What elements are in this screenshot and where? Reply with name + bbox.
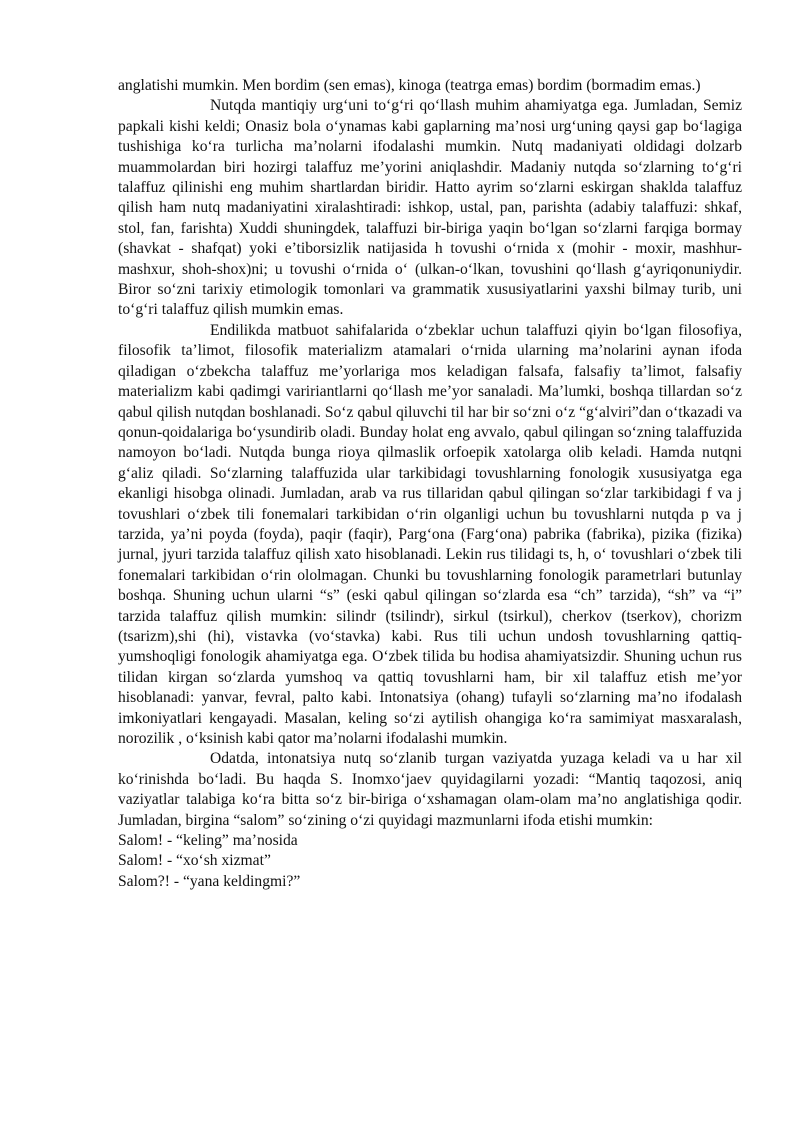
- paragraph-2: Nutqda mantiqiy urg‘uni to‘g‘ri qo‘llash muhim ahamiyatga ega. Jumladan, Semiz papkali kishi keldi; Onasiz bola o‘ynamas kabi gaplarning ma’nosi urg‘uning qaysi gap bo‘lagiga tushishiga ko‘ra turlicha ma’nolarni ifodalashi mumkin. Nutq madaniyati oldidagi dolzarb muammolardan biri hozirgi talaffuz me’yorini aniqlashdir. Madaniy nutqda so‘zlarning to‘g‘ri talaffuz qilinishi eng muhim shartlardan biridir. Hatto ayrim so‘zlarni eskirgan shaklda talaffuz qilish ham nutq madaniyatini xiralashtiradi: ishkop, ustal, pan, parishta (adabiy talaffuzi: shkaf, stol, fan, farishta) Xuddi shuningdek, talaffuzi bir-biriga yaqin bo‘lgan so‘zlarni farqiga bormay (shavkat - shafqat) yoki e’tiborsizlik natijasida h tovushi o‘rnida x (mohir - moxir, mashhur- mashxur, shoh-shox)ni; u tovushi o‘rnida o‘ (ulkan-o‘lkan, tovushini qo‘llash g‘ayriqonuniydir. Biror so‘zni tarixiy etimologik tomonlari va grammatik xususiyatlarini yaxshi bilmay turib, uni to‘g‘ri talaffuz qilish mumkin emas.: [118, 97, 742, 319]
- paragraph-3: Endilikda matbuot sahifalarida o‘zbeklar uchun talaffuzi qiyin bo‘lgan filosofiya, filosofik ta’limot, filosofik materializm atamalari o‘rnida ularning ma’nolarini aynan ifoda qiladigan o‘zbekcha talaffuz me’yorlariga mos keladigan falsafa, falsafiy ta’limot, falsafiy materializm kabi qadimgi variriantlarni qo‘llash me’yor sanaladi. Ma’lumki, boshqa tillardan so‘z qabul qilish nutqdan boshlanadi. So‘z qabul qiluvchi til har bir so‘zni o‘z “g‘alviri”dan o‘tkazadi va qonun-qoidalariga bo‘ysundirib oladi. Bunday holat eng avvalo, qabul qilingan so‘zning talaffuzida namoyon bo‘ladi. Nutqda bunga rioya qilmaslik orfoepik xatolarga olib keladi. Hamda nutqni g‘aliz qiladi. So‘zlarning talaffuzida ular tarkibidagi tovushlarning fonologik xususiyatga ega ekanligi hisobga olinadi. Jumladan, arab va rus tillaridan qabul qilingan so‘zlar tarkibidagi f va j tovushlari o‘zbek tili fonemalari tarkibidan o‘rin olganligi uchun bu tovushlarni nutqda p va j tarzida, ya’ni poyda (foyda), paqir (faqir), Parg‘ona (Farg‘ona) pabrika (fabrika), pizika (fizika) jurnal, jyuri tarzida talaffuz qilish xato hisoblanadi. Lekin rus tilidagi ts, h, o‘ tovushlari o‘zbek tili fonemalari tarkibidan o‘rin ololmagan. Chunki bu tovushlarning fonologik parametrlari butunlay boshqa. Shuning uchun ularni “s” (eski qabul qilingan so‘zlarda esa “ch” tarzida), “sh” va “i” tarzida talaffuz qilish mumkin: silindr (tsilindr), sirkul (tsirkul), cherkov (tserkov), chorizm (tsarizm),shi (hi), vistavka (vo‘stavka) kabi. Rus tili uchun undosh tovushlarning qattiq-yumshoqligi fonologik ahamiyatga ega. O‘zbek tilida bu hodisa ahamiyatsizdir. Shuning uchun rus tilidan kirgan so‘zlarda yumshoq va qattiq tovushlarni ham, bir xil talaffuz etish me’yor hisoblanadi: yanvar, fevral, palto kabi. Intonatsiya (ohang) tufayli so‘zlarning ma’no ifodalash imkoniyatlari kengayadi. Masalan, keling so‘zi aytilish ohangiga ko‘ra samimiyat masxaralash, norozilik , o‘ksinish kabi qator ma’nolarni ifodalashi mumkin.: [118, 321, 742, 747]
- paragraph-4: Odatda, intonatsiya nutq so‘zlanib turgan vaziyatda yuzaga keladi va u har xil ko‘rinishda bo‘ladi. Bu haqda S. Inomxo‘jaev quyidagilarni yozadi: “Mantiq taqozosi, aniq vaziyatlar talabiga ko‘ra bitta so‘z bir-biriga o‘xshamagan olam-olam ma’no anglatishiga qodir. Jumladan, birgina “salom” so‘zining o‘zi quyidagi mazmunlarni ifoda etishi mumkin:: [118, 750, 742, 829]
- document-page: [118, 76, 742, 892]
- example-line-1: Salom! - “keling” ma’nosida: [118, 832, 298, 850]
- example-list: [118, 831, 742, 892]
- paragraph-1: anglatishi mumkin. Men bordim (sen emas), kinoga (teatrga emas) bordim (bormadim emas.): [118, 77, 701, 94]
- example-line-2: Salom! - “xo‘sh xizmat”: [118, 852, 271, 870]
- example-line-3: Salom?! - “yana keldingmi?”: [118, 872, 301, 890]
